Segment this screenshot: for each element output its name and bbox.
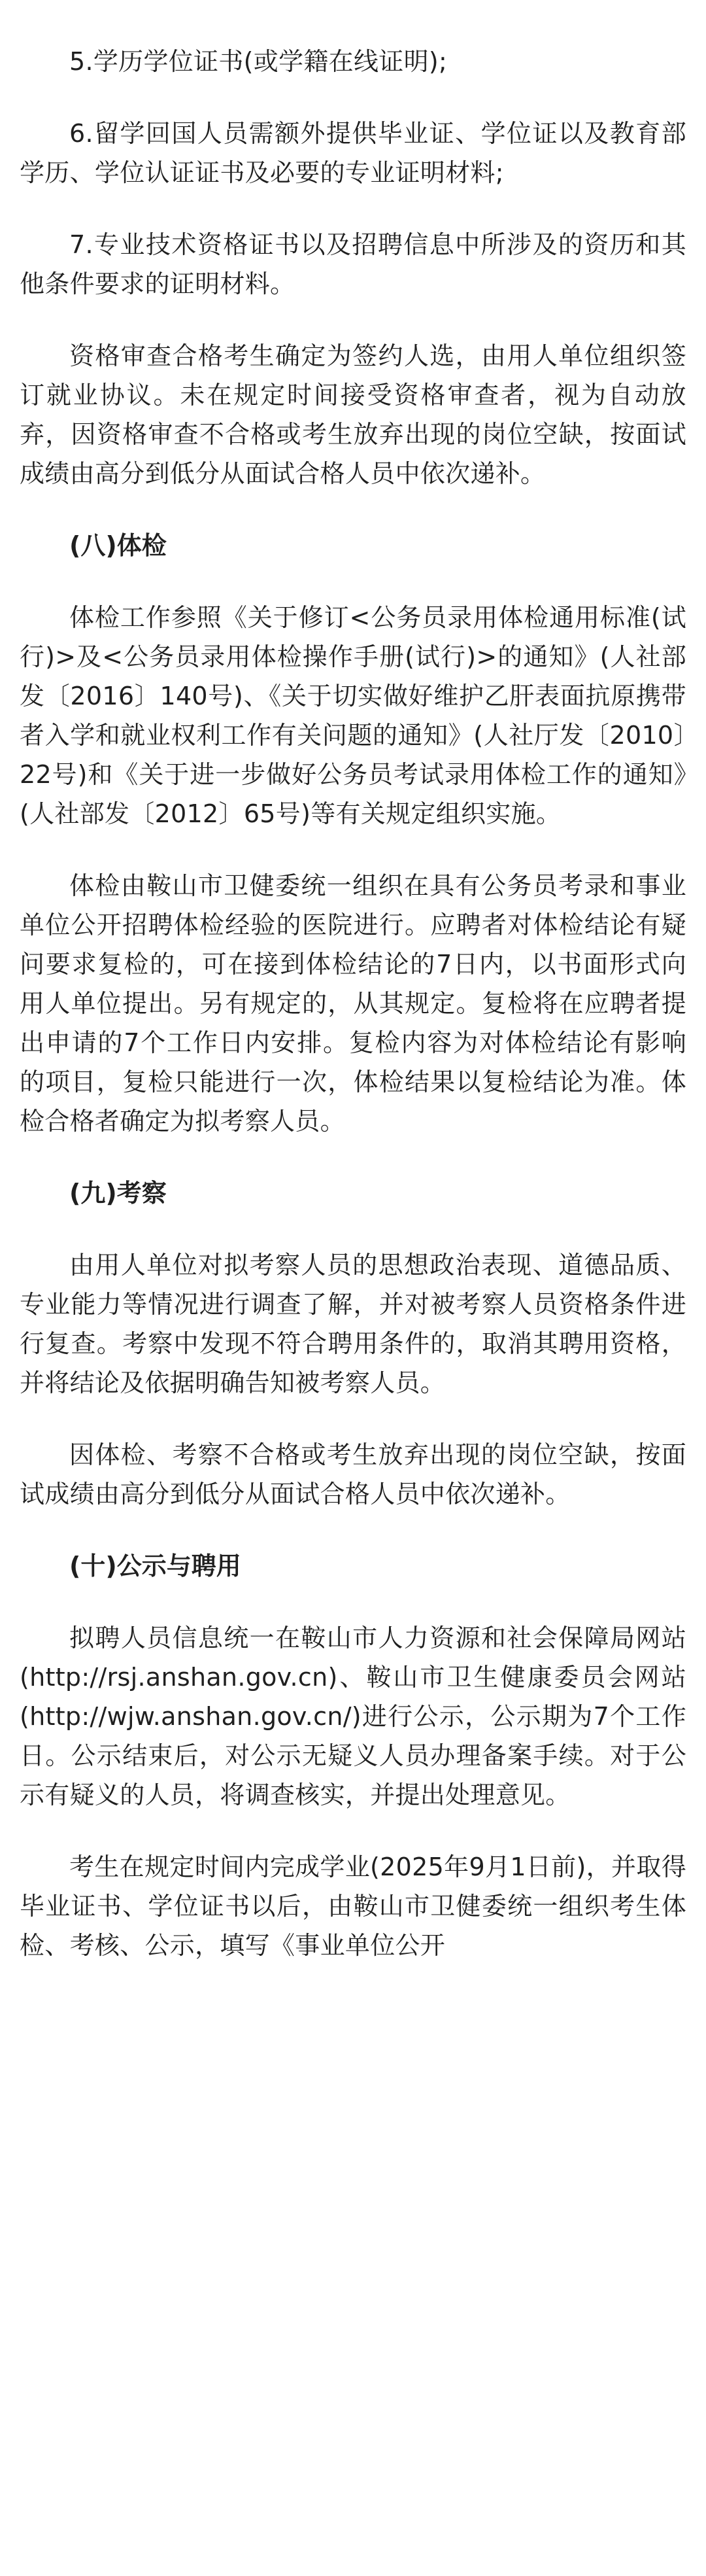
paragraph-vacancy-replacement: 因体检、考察不合格或考生放弃出现的岗位空缺，按面试成绩由高分到低分从面试合格人员中依次递补。	[20, 1440, 686, 1508]
paragraph-physical-exam-basis: 体检工作参照《关于修订<公务员录用体检通用标准(试行)>及<公务员录用体检操作手册(试行)>的通知》(人社部发〔2016〕140号)、《关于切实做好维护乙肝表面抗原携带者入学和就业权利工作有关问题的通知》(人社厅发〔2010〕22号)和《关于进一步做好公务员考试录用体检工作的通知》(人社部发〔2012〕65号)等有关规定组织实施。	[20, 603, 686, 828]
section-heading-publicity-employment: (十)公示与聘用	[69, 1552, 241, 1580]
paragraph-professional-qualification: 7.专业技术资格证书以及招聘信息中所涉及的资历和其他条件要求的证明材料。	[20, 230, 686, 298]
section-heading-inspection: (九)考察	[69, 1179, 167, 1208]
paragraph-qualification-review: 资格审查合格考生确定为签约人选，由用人单位组织签订就业协议。未在规定时间接受资格审查者，视为自动放弃，因资格审查不合格或考生放弃出现的岗位空缺，按面试成绩由高分到低分从面试合格人员中依次递补。	[20, 341, 686, 488]
paragraph-overseas-returnees: 6.留学回国人员需额外提供毕业证、学位证以及教育部学历、学位认证证书及必要的专业证明材料;	[20, 119, 686, 187]
paragraph-degree-certificate: 5.学历学位证书(或学籍在线证明);	[69, 47, 448, 76]
paragraph-physical-exam-process: 体检由鞍山市卫健委统一组织在具有公务员考录和事业单位公开招聘体检经验的医院进行。应聘者对体检结论有疑问要求复检的，可在接到体检结论的7日内，以书面形式向用人单位提出。另有规定的，从其规定。复检将在应聘者提出申请的7个工作日内安排。复检内容为对体检结论有影响的项目，复检只能进行一次，体检结果以复检结论为准。体检合格者确定为拟考察人员。	[20, 871, 686, 1136]
paragraph-graduation-requirement: 考生在规定时间内完成学业(2025年9月1日前)，并取得毕业证书、学位证书以后，由鞍山市卫健委统一组织考生体检、考核、公示，填写《事业单位公开	[20, 1853, 686, 1960]
paragraph-inspection-process: 由用人单位对拟考察人员的思想政治表现、道德品质、专业能力等情况进行调查了解，并对被考察人员资格条件进行复查。考察中发现不符合聘用条件的，取消其聘用资格，并将结论及依据明确告知被考察人员。	[20, 1251, 686, 1397]
section-heading-physical-exam: (八)体检	[69, 531, 167, 560]
paragraph-publicity: 拟聘人员信息统一在鞍山市人力资源和社会保障局网站(http://rsj.anshan.gov.cn)、鞍山市卫生健康委员会网站(http://wjw.anshan.gov.cn/)进行公示，公示期为7个工作日。公示结束后，对公示无疑义人员办理备案手续。对于公示有疑义的人员，将调查核实，并提出处理意见。	[20, 1624, 686, 1809]
